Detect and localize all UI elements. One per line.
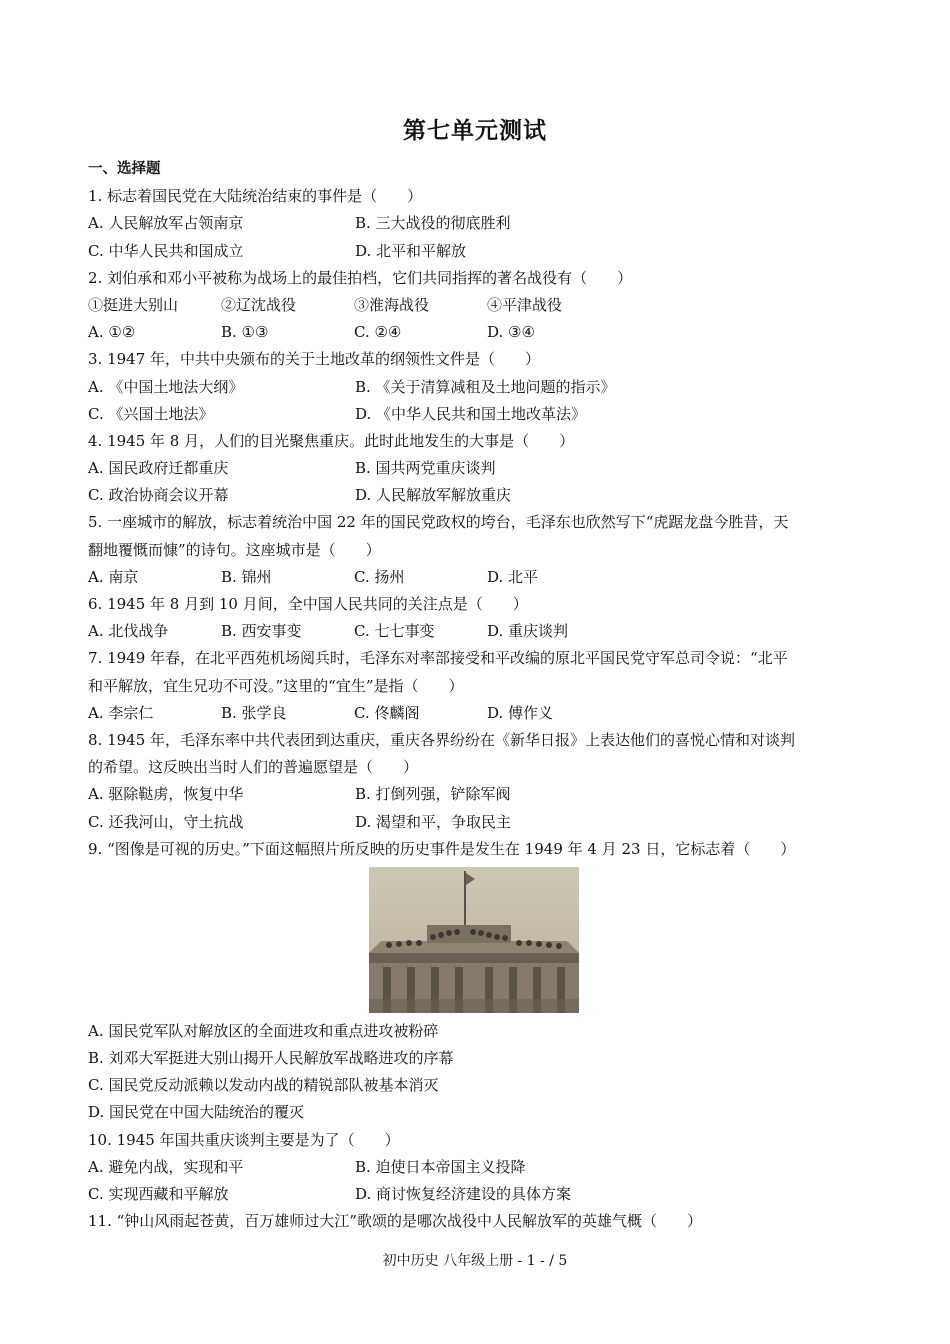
option-d: D. 傅作义 [487,703,554,722]
option-row [88,809,868,836]
page-title: 第七单元测试 [403,118,547,144]
numbered-item: ③淮海战役 [354,295,430,314]
option-row [88,319,868,346]
option-d: D. 北平 [487,567,539,586]
option-a: A. 南京 [88,567,139,586]
option-d: D. 重庆谈判 [487,622,569,641]
option-c: C. 中华人民共和国成立 [88,241,244,260]
option-b: B. 锦州 [221,567,272,586]
option-b: B. 张学良 [221,703,287,722]
option-c: C. 还我河山，守土抗战 [88,812,244,831]
question-stem-continued: 和平解放，宜生兄功不可没。”这里的“宜生”是指（ ） [88,676,464,695]
option-a: A. 人民解放军占领南京 [88,214,244,233]
option-b: B. 《关于清算减租及土地问题的指示》 [355,377,616,396]
option-row [88,482,868,509]
option-d: D. 人民解放军解放重庆 [355,486,512,505]
section-heading: 一、选择题 [88,161,161,177]
option-a: A. ①② [88,323,136,342]
option-a: A. 《中国土地法大纲》 [88,377,244,396]
option-b: B. 迫使日本帝国主义投降 [355,1157,526,1176]
option-d: D. 商讨恢复经济建设的具体方案 [355,1185,572,1203]
option-c: C. 佟麟阁 [354,703,420,722]
option-a: A. 李宗仁 [88,703,154,722]
option-row [88,238,868,265]
question-stem: 10. 1945 年国共重庆谈判主要是为了（ ） [88,1130,400,1149]
option-d: D. 《中华人民共和国土地改革法》 [355,404,587,423]
option-b: B. 刘邓大军挺进大别山揭开人民解放军战略进攻的序幕 [88,1049,454,1068]
question-stem: 11. “钟山风雨起苍黄，百万雄师过大江”歌颂的是哪次战役中人民解放军的英雄气概（ ） [88,1212,702,1231]
option-a: A. 避免内战，实现和平 [88,1157,244,1176]
option-c: C. 政治协商会议开幕 [88,486,229,505]
option-b: B. ①③ [221,323,269,342]
option-a: A. 国民党军队对解放区的全面进攻和重点进攻被粉碎 [88,1021,439,1040]
option-d: D. 国民党在中国大陆统治的覆灭 [88,1103,305,1122]
option-c: C. ②④ [354,323,402,342]
question-list [88,156,868,1235]
option-row [88,564,868,591]
question-stem: 3. 1947 年，中共中央颁布的关于土地改革的纲领性文件是（ ） [88,350,541,369]
option-row [88,781,868,808]
option-row [88,210,868,237]
option-a: A. 国民政府迁都重庆 [88,459,229,478]
numbered-item: ④平津战役 [487,295,563,314]
question-stem: 2. 刘伯承和邓小平被称为战场上的最佳拍档，它们共同指挥的著名战役有（ ） [88,268,633,287]
option-d: D. 北平和平解放 [355,241,467,260]
option-c: C. 实现西藏和平解放 [88,1185,229,1203]
historical-photo [369,867,579,1013]
option-b: B. 三大战役的彻底胜利 [355,214,511,233]
option-b: B. 国共两党重庆谈判 [355,459,496,478]
option-row [88,618,868,645]
option-a: A. 驱除鞑虏，恢复中华 [88,785,244,804]
option-c: C. 国民党反动派赖以发动内战的精锐部队被基本消灭 [88,1076,439,1095]
question-stem-continued: 翻地覆慨而慷”的诗句。这座城市是（ ） [88,540,381,559]
option-b: B. 打倒列强，铲除军阀 [355,785,511,804]
question-stem-continued: 的希望。这反映出当时人们的普遍愿望是（ ） [88,758,419,777]
option-c: C. 扬州 [354,567,405,586]
presidential-palace-photo-icon [369,867,579,1013]
question-stem: 6. 1945 年 8 月到 10 月间，全中国人民共同的关注点是（ ） [88,595,528,613]
option-a: A. 北伐战争 [88,622,169,641]
option-c: C. 七七事变 [354,622,435,641]
option-d: D. 渴望和平，争取民主 [355,812,512,831]
question-stem: 9. “图像是可视的历史。”下面这幅照片所反映的历史事件是发生在 1949 年 4 月 23 日，它标志着（ ） [88,839,796,858]
option-row [88,455,868,482]
question-stem: 4. 1945 年 8 月，人们的目光聚焦重庆。此时此地发生的大事是（ ） [88,431,575,450]
question-stem: 7. 1949 年春，在北平西苑机场阅兵时，毛泽东对率部接受和平改编的原北平国民党守军总司令说：“北平 [88,649,788,668]
option-c: C. 《兴国土地法》 [88,404,214,423]
numbered-item: ①挺进大别山 [88,295,179,314]
numbered-items-row [88,292,868,319]
option-row [88,700,868,727]
option-row [88,401,868,428]
numbered-item: ②辽沈战役 [221,295,297,314]
option-b: B. 西安事变 [221,622,302,641]
option-row [88,374,868,401]
question-stem: 1. 标志着国民党在大陆统治结束的事件是（ ） [88,187,423,206]
page-footer: 初中历史 八年级上册 - 1 - / 5 [382,1253,568,1269]
option-row [88,1154,868,1181]
option-row [88,1181,868,1208]
question-stem: 8. 1945 年，毛泽东率中共代表团到达重庆，重庆各界纷纷在《新华日报》上表达他们的喜悦心情和对谈判 [88,730,796,749]
question-stem: 5. 一座城市的解放，标志着统治中国 22 年的国民党政权的垮台，毛泽东也欣然写下“虎踞龙盘今胜昔，天 [88,513,789,532]
option-d: D. ③④ [487,323,535,342]
